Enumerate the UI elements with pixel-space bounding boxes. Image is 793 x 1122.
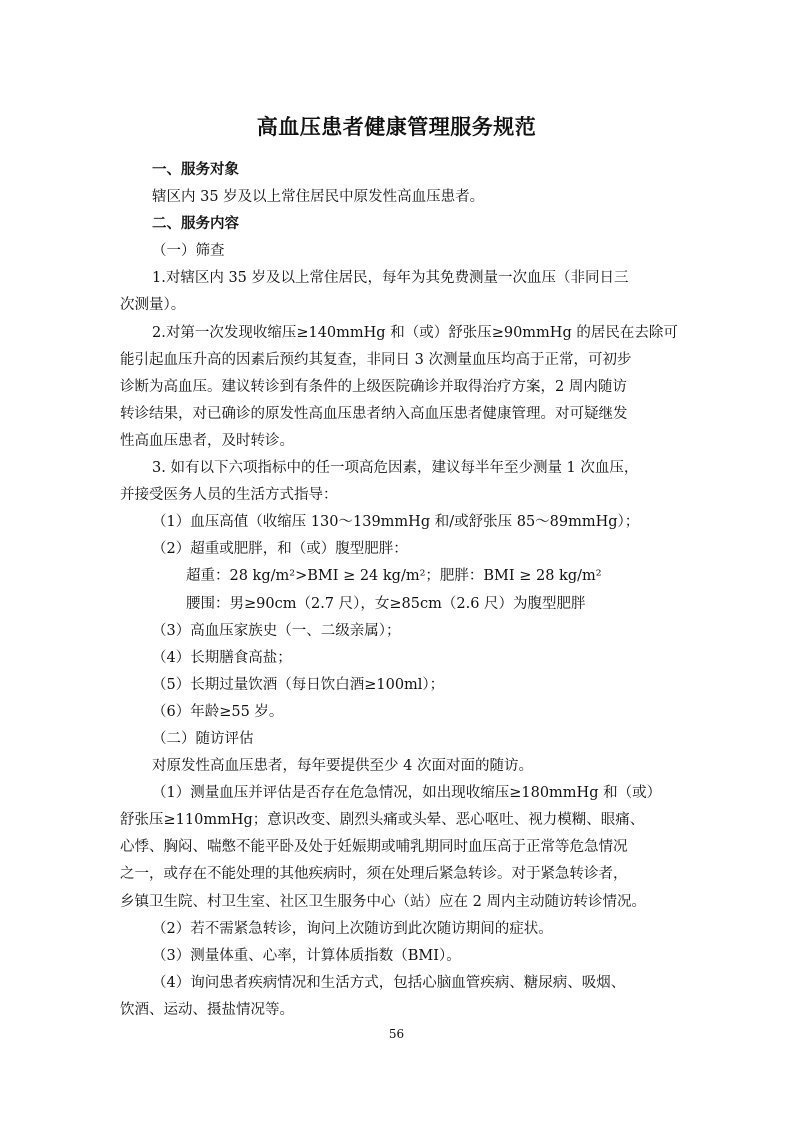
document-body bbox=[120, 157, 682, 1024]
list-item: （1）血压高值（收缩压 130～139mmHg 和/或舒张压 85～89mmHg）； bbox=[152, 514, 640, 531]
list-item: （2）超重或肥胖，和（或）腹型肥胖： bbox=[152, 541, 408, 558]
document-title: 高血压患者健康管理服务规范 bbox=[256, 115, 537, 139]
list-subitem: 超重：28 kg/m²>BMI ≥ 24 kg/m²；肥胖：BMI ≥ 28 kg/m² bbox=[186, 568, 602, 585]
paragraph-line: 转诊结果，对已确诊的原发性高血压患者纳入高血压患者健康管理。对可疑继发 bbox=[120, 405, 628, 422]
section-heading: 二、服务内容 bbox=[152, 216, 239, 233]
paragraph-line: 心悸、胸闷、喘憋不能平卧及处于妊娠期或哺乳期同时血压高于正常等危急情况 bbox=[120, 839, 628, 856]
list-subitem: 腰围：男≥90cm（2.7 尺），女≥85cm（2.6 尺）为腹型肥胖 bbox=[186, 595, 586, 612]
paragraph-line: 次测量）。 bbox=[120, 297, 186, 314]
list-item: （4）长期膳食高盐； bbox=[152, 649, 292, 666]
paragraph-line: 乡镇卫生院、村卫生室、社区卫生服务中心（站）应在 2 周内主动随访转诊情况。 bbox=[120, 893, 646, 910]
paragraph-line: 3. 如有以下六项指标中的任一项高危因素，建议每半年至少测量 1 次血压， bbox=[152, 460, 639, 477]
list-item: （6）年龄≥55 岁。 bbox=[152, 703, 284, 720]
paragraph-line: 1.对辖区内 35 岁及以上常住居民，每年为其免费测量一次血压（非同日三 bbox=[152, 270, 629, 287]
section-heading: 一、服务对象 bbox=[152, 162, 239, 178]
paragraph-line: 辖区内 35 岁及以上常住居民中原发性高血压患者。 bbox=[152, 189, 485, 206]
paragraph-line: （3）测量体重、心率，计算体质指数（BMI）。 bbox=[152, 947, 461, 964]
subsection-heading: （一）筛查 bbox=[152, 243, 225, 260]
paragraph-line: 能引起血压升高的因素后预约其复查，非同日 3 次测量血压均高于正常，可初步 bbox=[120, 351, 632, 368]
paragraph-line: （4）询问患者疾病情况和生活方式，包括心脑血管疾病、糖尿病、吸烟、 bbox=[152, 974, 626, 991]
paragraph-line: 对原发性高血压患者，每年要提供至少 4 次面对面的随访。 bbox=[152, 758, 533, 775]
paragraph-line: 2.对第一次发现收缩压≥140mmHg 和（或）舒张压≥90mmHg 的居民在去除可 bbox=[152, 324, 678, 341]
paragraph-line: 并接受医务人员的生活方式指导： bbox=[120, 487, 338, 504]
paragraph-line: 诊断为高血压。建议转诊到有条件的上级医院确诊并取得治疗方案，2 周内随访 bbox=[120, 378, 627, 395]
subsection-heading: （二）随访评估 bbox=[152, 730, 254, 747]
paragraph-line: 饮酒、运动、摄盐情况等。 bbox=[120, 1001, 294, 1018]
paragraph-line: 性高血压患者，及时转诊。 bbox=[120, 432, 294, 449]
paragraph-line: 舒张压≥110mmHg；意识改变、剧烈头痛或头晕、恶心呕吐、视力模糊、眼痛、 bbox=[120, 812, 645, 829]
paragraph-line: （1）测量血压并评估是否存在危急情况，如出现收缩压≥180mmHg 和（或） bbox=[152, 785, 662, 802]
page-number: 56 bbox=[388, 1027, 405, 1041]
paragraph-line: 之一，或存在不能处理的其他疾病时，须在处理后紧急转诊。对于紧急转诊者， bbox=[120, 866, 628, 883]
list-item: （5）长期过量饮酒（每日饮白酒≥100ml）； bbox=[152, 676, 445, 693]
paragraph-line: （2）若不需紧急转诊，询问上次随访到此次随访期间的症状。 bbox=[152, 920, 553, 937]
list-item: （3）高血压家族史（一、二级亲属）； bbox=[152, 622, 401, 639]
